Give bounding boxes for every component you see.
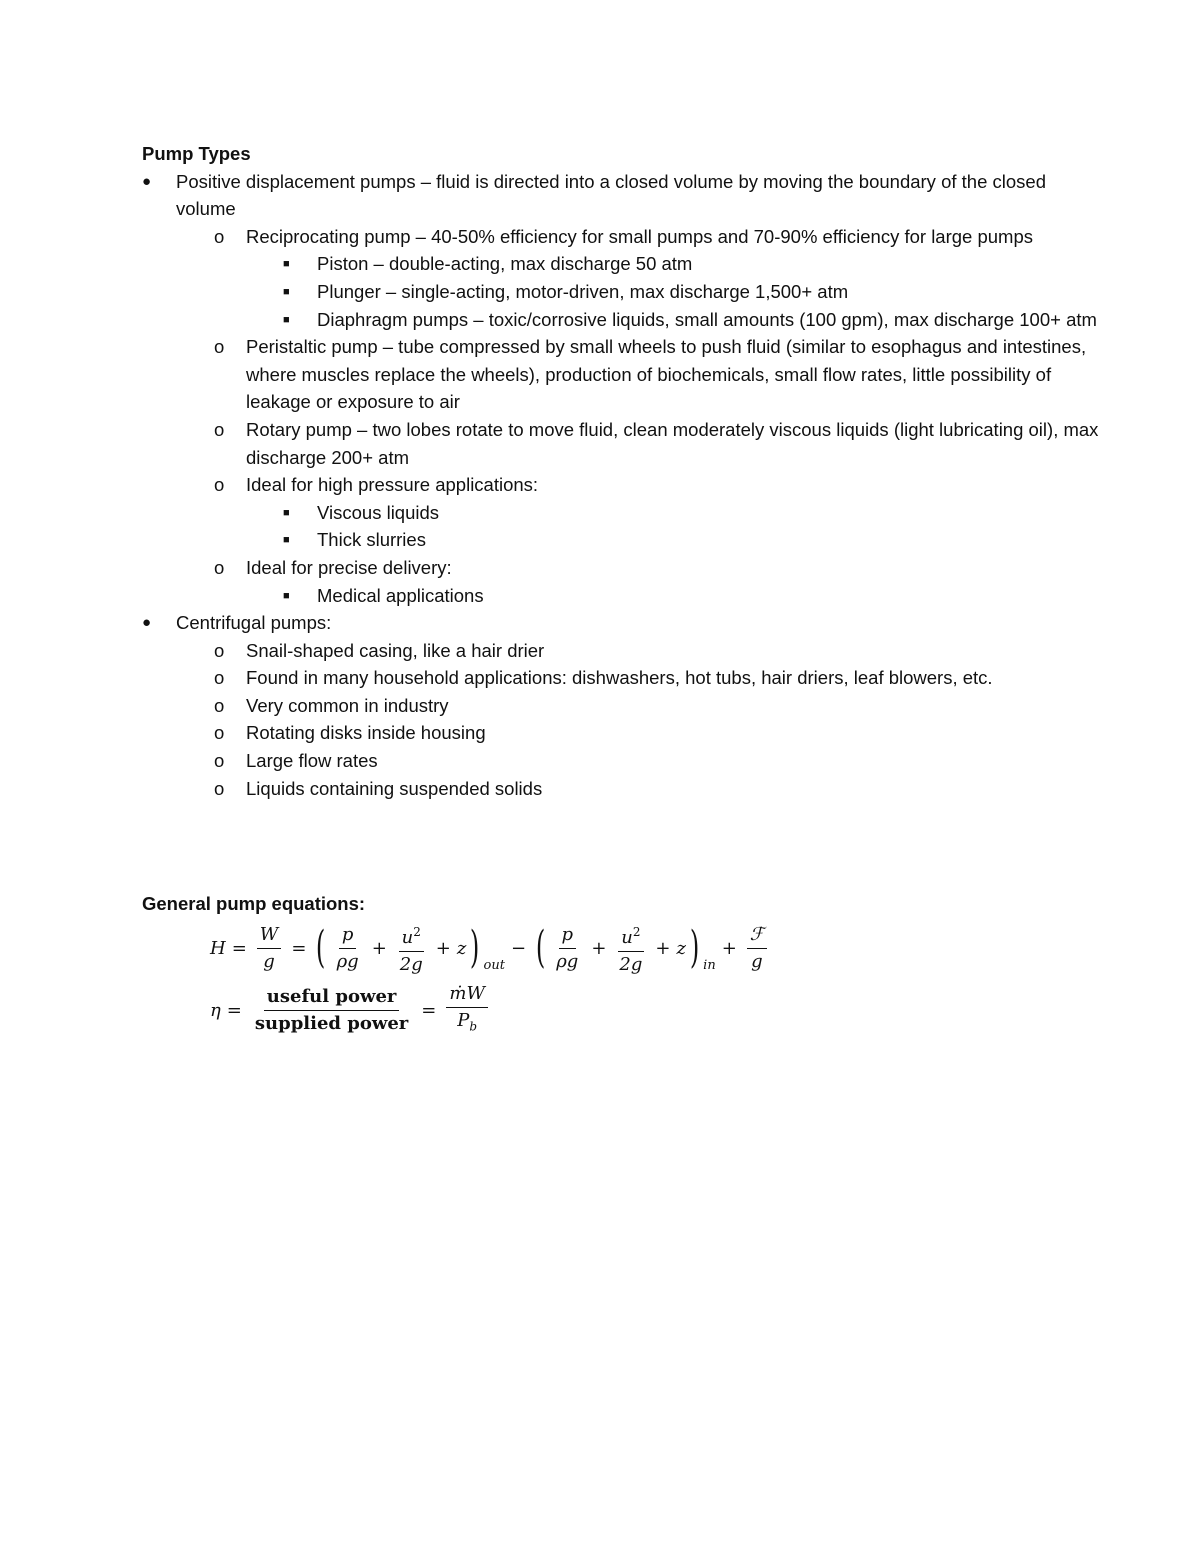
right-paren: ) (689, 922, 700, 973)
pump-types-section (142, 140, 1102, 802)
subscript-out: out (483, 958, 505, 973)
bullet-icon: ● (142, 172, 152, 190)
list-item-text: Peristaltic pump – tube compressed by small wheels to push fluid (similar to esophagus and intestines, where muscles replace the wheels), production of biochemicals, small flow rates, little possibility of leakage or exposure to air (246, 336, 1087, 413)
list-item (142, 775, 1102, 803)
efficiency-equation (210, 979, 842, 1041)
list-item (142, 333, 1102, 416)
fraction-u2-over-2g: $\frac{u^2}{2g}$ (616, 921, 645, 976)
circle-bullet-icon: o (214, 694, 225, 716)
fraction-u2-over-2g: $\frac{u^2}{2g}$ (397, 921, 426, 976)
list-item-text: Very common in industry (246, 694, 449, 716)
list-item (142, 664, 1102, 692)
list-item-text: Snail-shaped casing, like a hair drier (246, 639, 545, 661)
list-item-text: Ideal for precise delivery: (246, 556, 452, 578)
equations-section (142, 890, 842, 1041)
circle-bullet-icon: o (214, 777, 225, 799)
list-item (142, 637, 1102, 665)
circle-bullet-icon: o (214, 667, 225, 689)
list-item-text: Viscous liquids (317, 501, 440, 523)
fraction-p-over-rho-g: $\frac{p}{\rho g}$ (556, 923, 579, 972)
eq-symbol-z: z (456, 937, 467, 959)
list-item (142, 471, 1102, 499)
circle-bullet-icon: o (214, 418, 225, 440)
circle-bullet-icon: o (214, 474, 225, 496)
list-item (142, 526, 1102, 554)
list-item-text: Rotating disks inside housing (246, 722, 486, 744)
list-item-text: Liquids containing suspended solids (246, 777, 543, 799)
list-item (142, 278, 1102, 306)
square-bullet-icon: ■ (283, 285, 290, 298)
list-item (142, 306, 1102, 334)
eq-equals: = (421, 999, 437, 1021)
list-item-text: Medical applications (317, 584, 484, 606)
circle-bullet-icon: o (214, 225, 225, 247)
list-item (142, 499, 1102, 527)
left-paren: ( (535, 922, 546, 973)
square-bullet-icon: ■ (283, 258, 290, 271)
list-item-text: Diaphragm pumps – toxic/corrosive liquids, small amounts (100 gpm), max discharge 100+ atm (317, 308, 1097, 330)
list-item-text: Piston – double-acting, max discharge 50 atm (317, 253, 693, 275)
subscript-in: in (703, 958, 716, 973)
list-item (142, 554, 1102, 582)
fraction-W-over-g: $\frac{W}{g}$ (257, 924, 282, 973)
fraction-mdotW-over-Pb: $\frac{\text{ṁW}}{P_b}$ (446, 983, 488, 1038)
list-item-text: Ideal for high pressure applications: (246, 474, 539, 496)
square-bullet-icon: ■ (283, 589, 290, 602)
fraction-p-over-rho-g: $\frac{p}{\rho g}$ (336, 923, 359, 972)
list-item-text: Positive displacement pumps – fluid is directed into a closed volume by moving the boundary of the closed volume (176, 170, 1046, 220)
eq-equals: = (291, 937, 307, 959)
square-bullet-icon: ■ (283, 534, 290, 547)
equations-heading: General pump equations: (142, 893, 366, 914)
fraction-useful-over-supplied: $\frac{\text{useful power}}{\text{supplied power}}$ (254, 985, 409, 1034)
list-item-text: Thick slurries (317, 529, 426, 551)
list-item (142, 692, 1102, 720)
list-item (142, 223, 1102, 251)
list-item (142, 719, 1102, 747)
list-item-text: Rotary pump – two lobes rotate to move fluid, clean moderately viscous liquids (light lubricating oil), max discharge 200+ atm (246, 418, 1099, 468)
list-item-text: Found in many household applications: dishwashers, hot tubs, hair driers, leaf blowers, etc. (246, 667, 993, 689)
list-item-text: Reciprocating pump – 40-50% efficiency for small pumps and 70-90% efficiency for large pumps (246, 225, 1033, 247)
eq-equals: = (231, 937, 247, 959)
list-item (142, 416, 1102, 471)
head-equation: H = $\frac{W}{g}$ = ( $\frac{p}{\rho g}$ + $\frac{u^2}{2g}$ + z ) out − ( $\frac{p}{\rho g}$ + $\frac{u^2}{2g}$ + z ) in + $\frac{\text{ℱ}}{g}$ (210, 917, 842, 979)
eq-minus: − (510, 937, 527, 959)
circle-bullet-icon: o (214, 722, 225, 744)
circle-bullet-icon: o (214, 336, 225, 358)
list-item (142, 582, 1102, 610)
circle-bullet-icon: o (214, 750, 225, 772)
circle-bullet-icon: o (214, 556, 225, 578)
circle-bullet-icon: o (214, 639, 225, 661)
right-paren: ) (470, 922, 480, 973)
list-item (142, 168, 1102, 223)
bullet-icon: ● (142, 614, 152, 632)
list-item (142, 747, 1102, 775)
square-bullet-icon: ■ (283, 506, 290, 519)
fraction-F-over-g: $\frac{\text{ℱ}}{g}$ (747, 924, 767, 973)
list-item-text: Plunger – single-acting, motor-driven, max discharge 1,500+ atm (317, 280, 849, 302)
eq-symbol-z: z (676, 937, 686, 959)
list-item-text: Large flow rates (246, 750, 378, 772)
list-item (142, 250, 1102, 278)
square-bullet-icon: ■ (283, 313, 290, 326)
list-item (142, 609, 1102, 637)
left-paren: ( (316, 922, 326, 973)
eq-equals: = (226, 999, 242, 1021)
eq-symbol-H: H (210, 937, 226, 959)
pump-types-list (142, 168, 1102, 803)
list-item-text: Centrifugal pumps: (176, 612, 332, 634)
eq-symbol-eta: η (210, 999, 221, 1021)
section-heading: Pump Types (142, 143, 251, 164)
